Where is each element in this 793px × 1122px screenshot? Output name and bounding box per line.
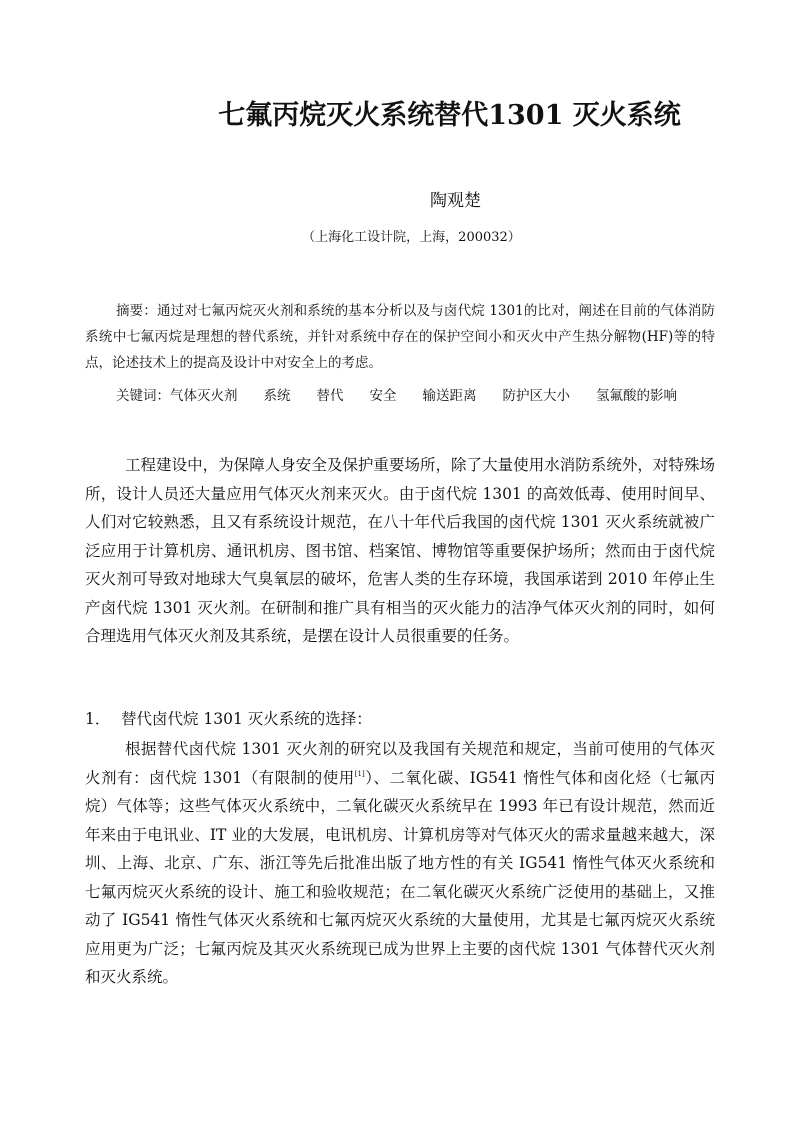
keyword: 系统 <box>263 388 291 404</box>
author-name: 陶观楚 <box>430 191 481 211</box>
paper-title: 七氟丙烷灭火系统替代1301 灭火系统 <box>218 100 681 131</box>
body-paragraph-1: 工程建设中，为保障人身安全及保护重要场所，除了大量使用水消防系统外，对特殊场所，设计人员还大量应用气体灭火剂来灭火。由于卤代烷 1301 的高效低毒、使用时间早、人们对它较熟悉，且又有系统设计规范，在八十年代后我国的卤代烷 1301 灭火系统就被广泛应用于计算机房、通讯机房、图书馆、档案馆、博物馆等重要保护场所；然而由于卤代烷灭火剂可导致对地球大气臭氧层的破坏，危害人类的生存环境，我国承诺到 2010 年停止生产卤代烷 1301 灭火剂。在研制和推广具有相当的灭火能力的洁净气体灭火剂的同时，如何合理选用气体灭火剂及其系统，是摆在设计人员很重要的任务。 <box>85 456 715 645</box>
section-title: 替代卤代烷 1301 灭火系统的选择： <box>121 710 372 728</box>
citation-ref[interactable]: [1] <box>354 769 365 778</box>
keyword: 输送距离 <box>422 388 477 404</box>
section-number: 1． <box>85 710 111 728</box>
paragraph-text: ）、二氧化碳、IG541 惰性气体和卤化烃（七氟丙烷）气体等；这些气体灭火系统中，二氧化碳灭火系统早在 1993 年已有设计规范，然而近年来由于电讯业、IT 业的大发展，电讯机房、计算机房等对气体灭火的需求量越来越大，深圳、上海、北京、广东、浙江等先后批准出版了地方性的有关 IG541 惰性气体灭火系统和七氟丙烷灭火系统的设计、施工和验收规范；在二氧化碳灭火系统广泛使用的基础上，又推动了 IG541 惰性气体灭火系统和七氟丙烷灭火系统的大量使用，尤其是七氟丙烷灭火系统应用更为广泛；七氟丙烷及其灭火系统现已成为世界上主要的卤代烷 1301 气体替代灭火剂和灭火系统。 <box>85 768 715 986</box>
section-heading-1 <box>85 705 715 733</box>
keyword: 安全 <box>369 388 397 404</box>
keywords-label: 关键词： <box>116 388 170 404</box>
author-affiliation: （上海化工设计院，上海，200032） <box>302 230 521 245</box>
keyword: 防护区大小 <box>502 388 570 404</box>
keywords-line <box>116 384 756 408</box>
keyword: 替代 <box>316 388 344 404</box>
paragraph-text: 根据替代卤代烷 1301 灭火剂的研究以及我国有关规范和规定，当前可使用的气体灭火剂有：卤代烷 1301（有限制的使用 <box>85 740 715 787</box>
body-paragraph-2 <box>85 735 715 992</box>
keyword: 气体灭火剂 <box>170 388 238 404</box>
abstract: 摘要：通过对七氟丙烷灭火剂和系统的基本分析以及与卤代烷 1301的比对，阐述在目前的气体消防系统中七氟丙烷是理想的替代系统，并针对系统中存在的保护空间小和灭火中产生热分解物(HF)等的特点，论述技术上的提高及设计中对安全上的考虑。 <box>85 303 715 371</box>
keyword: 氢氟酸的影响 <box>596 388 677 404</box>
